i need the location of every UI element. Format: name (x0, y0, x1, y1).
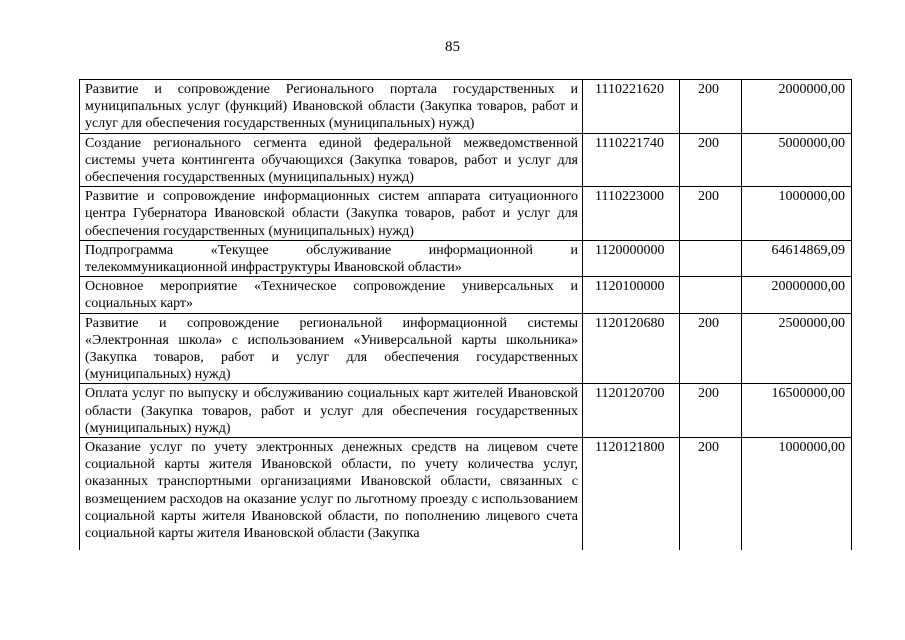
row-name: Оплата услуг по выпуску и обслуживанию социальных карт жителей Ивановской области (Закупка товаров, работ и услуг для обеспечения государственных (муниципальных) нужд) (80, 384, 583, 438)
row-code: 1110221740 (583, 133, 680, 187)
row-expense-type: 200 (680, 384, 742, 438)
row-expense-type: 200 (680, 313, 742, 384)
row-amount: 2000000,00 (742, 80, 852, 134)
row-amount: 1000000,00 (742, 438, 852, 551)
table-row (80, 133, 852, 187)
row-expense-type: 200 (680, 438, 742, 551)
row-expense-type: 200 (680, 133, 742, 187)
row-name: Создание регионального сегмента единой федеральной межведомственной системы учета контингента обучающихся (Закупка товаров, работ и услуг для обеспечения государственных (муниципальных) нужд) (80, 133, 583, 187)
row-name: Развитие и сопровождение информационных систем аппарата ситуационного центра Губернатора Ивановской области (Закупка товаров, работ и услуг для обеспечения государственных (муниципальных) нужд) (80, 187, 583, 241)
table-row (80, 80, 852, 134)
row-name: Развитие и сопровождение региональной информационной системы «Электронная школа» с использованием «Универсальной карты школьника» (Закупка товаров, работ и услуг для обеспечения государственных (муниципальных) нужд) (80, 313, 583, 384)
row-code: 1120120700 (583, 384, 680, 438)
table-row (80, 313, 852, 384)
table-row (80, 277, 852, 313)
table-row (80, 187, 852, 241)
row-code: 1110223000 (583, 187, 680, 241)
row-code: 1110221620 (583, 80, 680, 134)
table-row (80, 384, 852, 438)
row-code: 1120100000 (583, 277, 680, 313)
budget-table (79, 79, 852, 550)
row-name: Основное мероприятие «Техническое сопровождение универсальных и социальных карт» (80, 277, 583, 313)
row-expense-type (680, 240, 742, 276)
table-row (80, 240, 852, 276)
row-amount: 2500000,00 (742, 313, 852, 384)
row-amount: 20000000,00 (742, 277, 852, 313)
page-number: 85 (445, 39, 460, 55)
row-name: Развитие и сопровождение Регионального портала государственных и муниципальных услуг (функций) Ивановской области (Закупка товаров, работ и услуг для обеспечения государственных (муниципальных) нужд) (80, 80, 583, 134)
table-row (80, 438, 852, 551)
row-name: Оказание услуг по учету электронных денежных средств на лицевом счете социальной карты жителя Ивановской области, по учету количества услуг, оказанных транспортными организациями Ивановской области, связанных с возмещением расходов на оказание услуг по льготному проезду с использованием социальной карты жителя Ивановской области, по пополнению лицевого счета социальной карты жителя Ивановской области (Закупка (80, 438, 583, 551)
row-amount: 64614869,09 (742, 240, 852, 276)
row-amount: 16500000,00 (742, 384, 852, 438)
row-code: 1120120680 (583, 313, 680, 384)
row-amount: 5000000,00 (742, 133, 852, 187)
row-expense-type: 200 (680, 187, 742, 241)
row-expense-type: 200 (680, 80, 742, 134)
row-expense-type (680, 277, 742, 313)
row-name: Подпрограмма «Текущее обслуживание информационной и телекоммуникационной инфраструктуры Ивановской области» (80, 240, 583, 276)
row-code: 1120000000 (583, 240, 680, 276)
row-amount: 1000000,00 (742, 187, 852, 241)
row-code: 1120121800 (583, 438, 680, 551)
